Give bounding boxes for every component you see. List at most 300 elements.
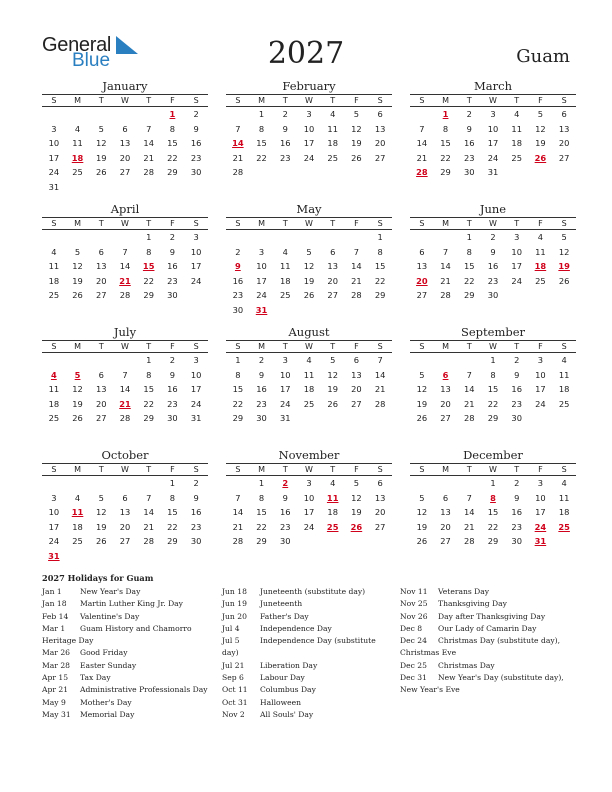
day-cell: 19 (96, 152, 107, 163)
day-cell: 16 (280, 138, 291, 149)
day-cell: 7 (466, 369, 472, 380)
day-cell: 29 (374, 290, 386, 301)
day-cell: 29 (143, 413, 154, 424)
empty-day-cell (410, 353, 434, 368)
day-cell: 4 (74, 123, 81, 134)
weekday-header: F (345, 340, 369, 353)
day-cell: 16 (464, 138, 475, 149)
day-cell: 3 (514, 232, 520, 242)
day-cell: 14 (143, 507, 154, 518)
holiday-date: Mar 26 (42, 648, 71, 658)
weekday-header: F (161, 94, 185, 107)
day-cell: 4 (561, 478, 567, 488)
day-cell: 15 (232, 384, 244, 395)
holiday-name: Columbus Day (260, 685, 316, 695)
day-cell: 2 (490, 232, 496, 242)
month-day-grid (410, 463, 576, 549)
holiday-day-cell: 26 (350, 521, 363, 532)
day-cell: 4 (561, 355, 567, 365)
weekday-header: W (481, 94, 505, 107)
holiday-item (42, 697, 214, 709)
weekday-header: T (505, 94, 529, 107)
weekday-header: T (273, 340, 297, 353)
day-cell: 31 (48, 181, 60, 192)
day-cell: 30 (280, 536, 291, 547)
day-cell: 5 (98, 123, 104, 134)
day-cell: 18 (280, 275, 291, 286)
holiday-name: Administrative Professionals Day (80, 685, 208, 695)
holiday-date: Dec 8 (400, 623, 423, 633)
page-header (0, 0, 612, 78)
day-cell: 16 (167, 384, 178, 395)
empty-day-cell (66, 230, 90, 245)
day-cell: 16 (487, 261, 499, 272)
holiday-item (42, 647, 214, 659)
weekday-header: F (529, 94, 553, 107)
empty-day-cell (42, 230, 66, 245)
day-cell: 17 (303, 138, 315, 149)
day-cell: 7 (466, 492, 472, 503)
holiday-column (222, 586, 394, 721)
day-cell: 10 (190, 369, 202, 380)
day-cell: 20 (440, 521, 451, 532)
day-cell: 9 (514, 369, 520, 380)
day-cell: 17 (48, 521, 60, 532)
month-title: September (460, 325, 526, 339)
holiday-day-cell: 11 (71, 507, 84, 518)
empty-day-cell (410, 107, 434, 122)
holiday-day-cell: 20 (416, 275, 428, 286)
holiday-item (400, 598, 572, 610)
weekday-header: S (368, 463, 392, 476)
holiday-date: May 9 (42, 697, 66, 707)
day-cell: 28 (374, 398, 386, 409)
empty-day-cell (113, 230, 137, 245)
day-cell: 28 (143, 536, 154, 547)
holiday-item (222, 623, 394, 635)
day-cell: 26 (327, 398, 338, 409)
day-cell: 21 (232, 152, 244, 163)
holiday-day-cell: 21 (119, 275, 131, 286)
holiday-day-cell: 15 (142, 261, 155, 272)
day-cell: 12 (535, 123, 546, 134)
day-cell: 23 (464, 152, 475, 163)
day-cell: 5 (353, 478, 360, 488)
holiday-name-continued: Christmas Eve (400, 648, 457, 658)
month-day-grid (226, 94, 392, 180)
day-cell: 28 (440, 290, 451, 301)
weekday-header: M (66, 217, 90, 230)
weekday-header: S (410, 94, 434, 107)
day-cell: 8 (442, 123, 449, 134)
holiday-date: Apr 21 (42, 685, 69, 695)
weekday-header: M (250, 217, 274, 230)
day-cell: 11 (48, 384, 60, 395)
weekday-header: M (250, 94, 274, 107)
day-cell: 27 (558, 152, 570, 163)
day-cell: 6 (561, 109, 567, 119)
day-cell: 9 (169, 369, 176, 380)
weekday-header: M (434, 340, 458, 353)
day-cell: 16 (190, 138, 202, 149)
holiday-name: New Year's Day (substitute day), (438, 673, 564, 683)
holiday-name: Liberation Day (260, 660, 318, 670)
day-cell: 3 (51, 123, 57, 134)
day-cell: 13 (374, 123, 386, 134)
day-cell: 12 (327, 369, 338, 380)
weekday-header: S (368, 340, 392, 353)
holiday-name: Thanksgiving Day (438, 599, 507, 609)
day-cell: 18 (327, 507, 338, 518)
day-cell: 1 (169, 478, 176, 488)
empty-day-cell (66, 107, 90, 122)
holiday-date: Apr 15 (42, 673, 69, 683)
holiday-name: Christmas Day (substitute day), (438, 636, 561, 646)
day-cell: 27 (327, 290, 338, 301)
day-cell: 25 (280, 290, 291, 301)
holiday-day-cell: 1 (169, 109, 176, 119)
day-cell: 2 (282, 109, 288, 119)
weekday-header: W (297, 340, 321, 353)
day-cell: 13 (96, 261, 107, 272)
month-august (226, 326, 392, 426)
day-cell: 29 (143, 290, 154, 301)
month-title: October (101, 448, 149, 462)
holiday-item (222, 660, 394, 672)
month-day-grid (226, 217, 392, 318)
weekday-header: W (113, 217, 137, 230)
weekday-header: S (410, 340, 434, 353)
weekday-header: W (481, 217, 505, 230)
month-september (410, 326, 576, 426)
empty-day-cell (434, 353, 458, 368)
day-cell: 20 (558, 138, 570, 149)
day-cell: 7 (235, 492, 241, 503)
day-cell: 15 (256, 138, 267, 149)
month-february (226, 80, 392, 180)
holiday-day-cell: 19 (558, 261, 570, 272)
weekday-header: T (89, 94, 113, 107)
weekday-header: W (481, 340, 505, 353)
weekday-header: W (297, 94, 321, 107)
day-cell: 6 (377, 109, 383, 119)
weekday-header: F (345, 94, 369, 107)
day-cell: 23 (190, 152, 202, 163)
weekday-header: T (89, 463, 113, 476)
holiday-name: New Year's Day (80, 587, 141, 596)
day-cell: 16 (167, 261, 178, 272)
day-cell: 30 (511, 413, 522, 424)
empty-day-cell (113, 107, 137, 122)
holiday-date: Jul 5 (222, 636, 240, 646)
day-cell: 13 (327, 261, 338, 272)
weekday-header: F (161, 463, 185, 476)
weekday-header: S (552, 94, 576, 107)
day-cell: 18 (303, 384, 315, 395)
day-cell: 9 (466, 123, 472, 134)
month-title: February (282, 79, 336, 93)
day-cell: 9 (193, 492, 199, 503)
holiday-date: Dec 25 (400, 660, 427, 670)
year-title: 2027 (267, 36, 345, 71)
day-cell: 27 (351, 398, 362, 409)
weekday-header: T (89, 217, 113, 230)
day-cell: 5 (74, 246, 81, 257)
weekday-header: T (273, 463, 297, 476)
weekday-header: S (368, 217, 392, 230)
holiday-date: Mar 28 (42, 660, 71, 670)
weekday-header: F (529, 463, 553, 476)
holiday-day-cell: 21 (119, 398, 131, 409)
holiday-item (222, 586, 394, 598)
day-cell: 27 (96, 413, 107, 424)
day-cell: 22 (143, 275, 154, 286)
day-cell: 25 (48, 413, 60, 424)
holiday-item (222, 684, 394, 696)
day-cell: 7 (353, 246, 360, 257)
holiday-day-cell: 9 (234, 261, 241, 272)
weekday-header: W (113, 94, 137, 107)
holiday-day-cell: 18 (71, 152, 84, 163)
holiday-name: Juneteenth (substitute day) (260, 587, 366, 596)
day-cell: 5 (537, 109, 544, 119)
day-cell: 29 (232, 413, 244, 424)
empty-day-cell (89, 107, 113, 122)
day-cell: 26 (72, 413, 83, 424)
day-cell: 17 (190, 261, 202, 272)
empty-day-cell (89, 476, 113, 491)
empty-day-cell (250, 230, 274, 245)
day-cell: 19 (96, 521, 107, 532)
day-cell: 5 (419, 369, 425, 380)
holiday-name: Guam History and Chamorro (80, 623, 192, 633)
month-title: January (102, 79, 148, 93)
holiday-name-continued: day) (222, 648, 239, 658)
holiday-name: Our Lady of Camarin Day (438, 623, 537, 633)
day-cell: 23 (280, 521, 291, 532)
day-cell: 16 (232, 275, 244, 286)
day-cell: 12 (303, 261, 315, 272)
day-cell: 21 (464, 398, 475, 409)
day-cell: 29 (256, 536, 267, 547)
day-cell: 30 (232, 304, 244, 315)
empty-day-cell (42, 107, 66, 122)
day-cell: 8 (258, 123, 265, 134)
weekday-header: T (321, 217, 345, 230)
holiday-item (400, 623, 572, 635)
day-cell: 8 (146, 369, 152, 380)
holiday-day-cell: 18 (534, 261, 547, 272)
day-cell: 27 (374, 152, 386, 163)
weekday-header: T (321, 340, 345, 353)
day-cell: 5 (353, 109, 360, 119)
weekday-header: M (66, 340, 90, 353)
holiday-day-cell: 28 (416, 167, 428, 178)
day-cell: 7 (122, 369, 128, 380)
day-cell: 13 (119, 138, 131, 149)
day-cell: 28 (232, 536, 244, 547)
day-cell: 6 (330, 246, 336, 257)
holiday-day-cell: 2 (282, 478, 289, 488)
day-cell: 4 (537, 232, 544, 242)
day-cell: 13 (96, 384, 107, 395)
holiday-column (42, 586, 214, 721)
day-cell: 22 (256, 521, 267, 532)
holiday-name: Christmas Day (438, 660, 495, 670)
holiday-day-cell: 25 (558, 521, 570, 532)
day-cell: 13 (558, 123, 570, 134)
holiday-name: Easter Sunday (80, 660, 137, 670)
holiday-item (42, 684, 214, 696)
day-cell: 14 (232, 507, 244, 518)
weekday-header: S (226, 94, 250, 107)
day-cell: 10 (511, 246, 522, 257)
day-cell: 6 (419, 246, 425, 257)
day-cell: 9 (282, 123, 288, 134)
holiday-name-continued: New Year's Eve (400, 685, 460, 695)
weekday-header: S (184, 463, 208, 476)
day-cell: 8 (258, 492, 265, 503)
day-cell: 11 (535, 246, 546, 257)
day-cell: 24 (190, 398, 202, 409)
day-cell: 30 (464, 167, 475, 178)
day-cell: 11 (48, 261, 60, 272)
empty-day-cell (42, 353, 66, 368)
day-cell: 17 (48, 152, 60, 163)
day-cell: 19 (72, 398, 83, 409)
day-cell: 8 (466, 246, 472, 257)
day-cell: 14 (464, 507, 475, 518)
day-cell: 27 (96, 290, 107, 301)
day-cell: 22 (464, 275, 475, 286)
day-cell: 21 (416, 152, 428, 163)
day-cell: 25 (558, 398, 570, 409)
holiday-name: Good Friday (80, 648, 128, 658)
day-cell: 19 (351, 138, 362, 149)
day-cell: 6 (122, 123, 128, 134)
day-cell: 21 (351, 275, 362, 286)
weekday-header: T (137, 463, 161, 476)
weekday-header: M (434, 463, 458, 476)
day-cell: 23 (232, 290, 244, 301)
day-cell: 2 (235, 246, 241, 257)
holiday-name: Mother's Day (80, 697, 132, 707)
day-cell: 15 (440, 138, 451, 149)
holiday-date: Oct 11 (222, 685, 248, 695)
holiday-item (222, 697, 394, 709)
empty-day-cell (273, 230, 297, 245)
empty-day-cell (345, 230, 369, 245)
day-cell: 2 (193, 109, 199, 119)
day-cell: 15 (487, 384, 499, 395)
day-cell: 4 (330, 109, 336, 119)
day-cell: 1 (235, 355, 241, 365)
holiday-day-cell: 25 (326, 521, 339, 532)
day-cell: 13 (440, 384, 451, 395)
day-cell: 12 (72, 261, 83, 272)
empty-day-cell (434, 230, 458, 245)
holiday-name: Father's Day (260, 611, 309, 621)
day-cell: 22 (374, 275, 386, 286)
day-cell: 1 (490, 478, 496, 488)
weekday-header: W (113, 463, 137, 476)
month-title: December (463, 448, 523, 462)
holiday-day-cell: 11 (326, 492, 339, 503)
day-cell: 3 (282, 355, 288, 365)
weekday-header: S (226, 217, 250, 230)
day-cell: 10 (256, 261, 267, 272)
day-cell: 31 (487, 167, 499, 178)
day-cell: 3 (537, 355, 544, 365)
weekday-header: M (250, 463, 274, 476)
empty-day-cell (434, 476, 458, 491)
day-cell: 26 (416, 536, 428, 547)
day-cell: 23 (511, 398, 522, 409)
holiday-name: Memorial Day (80, 709, 135, 719)
day-cell: 25 (303, 398, 315, 409)
day-cell: 11 (327, 123, 338, 134)
day-cell: 24 (190, 275, 202, 286)
day-cell: 12 (96, 507, 107, 518)
holiday-name: Independence Day (substitute (260, 636, 376, 646)
day-cell: 13 (416, 261, 428, 272)
day-cell: 3 (193, 355, 199, 365)
day-cell: 6 (98, 369, 104, 380)
day-cell: 11 (280, 261, 291, 272)
day-cell: 17 (190, 384, 202, 395)
day-cell: 6 (377, 478, 383, 488)
day-cell: 26 (303, 290, 315, 301)
empty-day-cell (137, 107, 161, 122)
day-cell: 23 (190, 521, 202, 532)
holiday-day-cell: 26 (534, 152, 547, 163)
month-title: May (296, 202, 322, 216)
day-cell: 9 (490, 246, 496, 257)
day-cell: 22 (167, 521, 178, 532)
day-cell: 27 (416, 290, 428, 301)
day-cell: 25 (327, 152, 338, 163)
day-cell: 29 (487, 536, 499, 547)
day-cell: 7 (442, 246, 449, 257)
day-cell: 18 (327, 138, 338, 149)
day-cell: 27 (440, 536, 451, 547)
empty-day-cell (113, 353, 137, 368)
day-cell: 10 (280, 369, 291, 380)
day-cell: 26 (96, 167, 107, 178)
day-cell: 15 (487, 507, 499, 518)
month-july (42, 326, 208, 426)
holiday-name: Veterans Day (438, 587, 490, 596)
weekday-header: M (66, 94, 90, 107)
day-cell: 22 (143, 398, 154, 409)
day-cell: 20 (96, 275, 107, 286)
holiday-item (400, 586, 572, 598)
day-cell: 11 (558, 492, 570, 503)
day-cell: 22 (440, 152, 451, 163)
day-cell: 4 (282, 246, 288, 257)
day-cell: 16 (280, 507, 291, 518)
day-cell: 1 (466, 232, 472, 242)
weekday-header: F (529, 217, 553, 230)
holiday-day-cell: 31 (48, 550, 60, 561)
month-day-grid (410, 340, 576, 426)
day-cell: 6 (442, 492, 449, 503)
day-cell: 8 (146, 246, 152, 257)
weekday-header: S (410, 463, 434, 476)
holiday-date: Nov 11 (400, 587, 428, 596)
day-cell: 12 (351, 492, 362, 503)
day-cell: 17 (280, 384, 291, 395)
